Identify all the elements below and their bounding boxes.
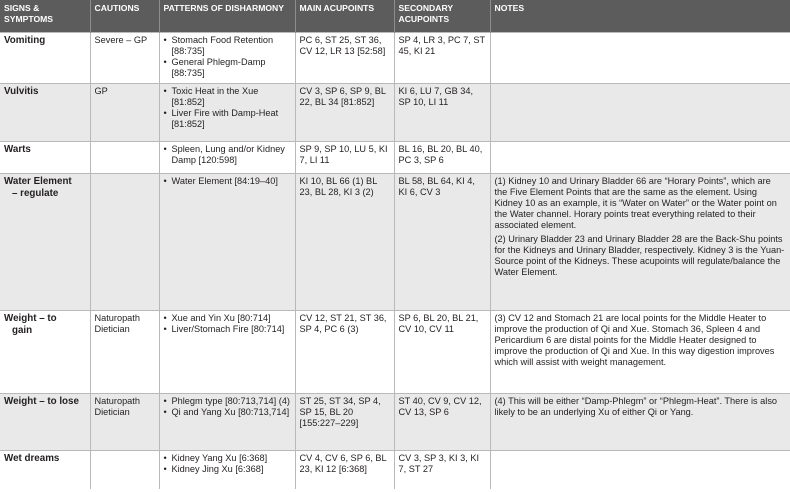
table-body (0, 33, 790, 489)
pattern-item: • General Phlegm-Damp [88:735] (164, 57, 291, 79)
header-secondary-acupoints: SECONDARY ACUPOINTS (394, 0, 490, 33)
sign-label: Vomiting (4, 35, 46, 46)
pattern-item: • Liver Fire with Damp-Heat [81:852] (164, 108, 291, 130)
pattern-list (164, 144, 291, 166)
cautions-cell: Severe – GP (90, 33, 159, 84)
header-row (0, 0, 790, 33)
pattern-item: • Qi and Yang Xu [80:713,714] (164, 407, 291, 418)
cautions-cell: Naturopath Dietician (90, 311, 159, 394)
note-paragraph: (3) CV 12 and Stomach 21 are local points for the Middle Heater to improve the production of Qi and Xue. Stomach 36, Spleen 4 and Pericardium 6 are distal points for the Middle Heater designed to improve the production of Qi and Xue. In this way digestion improves which will assist with weight management. (494, 313, 775, 367)
table-row (0, 33, 790, 84)
sign-label: Wet dreams (4, 453, 60, 464)
sign-label-cont: – regulate (12, 188, 59, 199)
sign-label: Weight – to lose (4, 396, 79, 407)
cautions-cell: Naturopath Dietician (90, 394, 159, 451)
notes-cell (490, 142, 790, 174)
notes-cell (490, 311, 790, 394)
header-cautions: CAUTIONS (90, 0, 159, 33)
patterns-cell (159, 394, 295, 451)
table-row (0, 84, 790, 142)
cautions-cell (90, 142, 159, 174)
pattern-list (164, 176, 291, 187)
pattern-list (164, 313, 291, 335)
main-acupoints-cell: KI 10, BL 66 (1) BL 23, BL 28, KI 3 (2) (295, 174, 394, 311)
notes-cell (490, 394, 790, 451)
table-row (0, 174, 790, 311)
secondary-acupoints-cell: BL 58, BL 64, KI 4, KI 6, CV 3 (394, 174, 490, 311)
pattern-item: • Kidney Jing Xu [6:368] (164, 464, 291, 475)
pattern-item: • Liver/Stomach Fire [80:714] (164, 324, 291, 335)
secondary-acupoints-cell: BL 16, BL 20, BL 40, PC 3, SP 6 (394, 142, 490, 174)
table-header (0, 0, 790, 33)
pattern-list (164, 396, 291, 418)
notes-cell (490, 84, 790, 142)
secondary-acupoints-cell: KI 6, LU 7, GB 34, SP 10, LI 11 (394, 84, 490, 142)
pattern-item: • Toxic Heat in the Xue [81:852] (164, 86, 291, 108)
pattern-list (164, 86, 291, 130)
main-acupoints-cell: ST 25, ST 34, SP 4, SP 15, BL 20 [155:227–229] (295, 394, 394, 451)
table-row (0, 311, 790, 394)
note-paragraph: (2) Urinary Bladder 23 and Urinary Bladder 28 are the Back-Shu points for the Kidneys and Urinary Bladder, respectively. Kidney 3 is the Yuan-Source point of the Kidneys. These acupoints will regulate/balance the Water Element. (494, 234, 785, 277)
note-paragraph: (1) Kidney 10 and Urinary Bladder 66 are “Horary Points”, which are the Five Element Points that are the same as the element. Using Kidney 10 as an example, it is “Water on Water” or the Water point on the Water channel. Horary points treat everything related to their associated element. (494, 176, 777, 230)
header-patterns-of-disharmony: PATTERNS OF DISHARMONY (159, 0, 295, 33)
sign-label: Vulvitis (4, 86, 39, 97)
patterns-cell (159, 451, 295, 489)
pattern-list (164, 35, 291, 79)
table-row (0, 394, 790, 451)
cautions-cell: GP (90, 84, 159, 142)
notes-cell (490, 33, 790, 84)
secondary-acupoints-cell: SP 6, BL 20, BL 21, CV 10, CV 11 (394, 311, 490, 394)
pattern-item: • Kidney Yang Xu [6:368] (164, 453, 291, 464)
main-acupoints-cell: CV 12, ST 21, ST 36, SP 4, PC 6 (3) (295, 311, 394, 394)
sign-label: Warts (4, 144, 31, 155)
header-notes: NOTES (490, 0, 790, 33)
patterns-cell (159, 174, 295, 311)
cautions-cell (90, 174, 159, 311)
sign-cell (0, 142, 90, 174)
header-main-acupoints: MAIN ACUPOINTS (295, 0, 394, 33)
patterns-cell (159, 84, 295, 142)
patterns-cell (159, 33, 295, 84)
table-row (0, 142, 790, 174)
sign-cell (0, 84, 90, 142)
main-acupoints-cell: SP 9, SP 10, LU 5, KI 7, LI 11 (295, 142, 394, 174)
pattern-item: • Phlegm type [80:713,714] (4) (164, 396, 291, 407)
note-paragraph: (4) This will be either “Damp-Phlegm” or “Phlegm-Heat”. There is also likely to be an underlying Xu of either Qi or Yang. (494, 396, 778, 417)
sign-cell (0, 451, 90, 489)
main-acupoints-cell: PC 6, ST 25, ST 36, CV 12, LR 13 [52:58] (295, 33, 394, 84)
pattern-item: • Xue and Yin Xu [80:714] (164, 313, 291, 324)
sign-label-cont: gain (12, 325, 33, 336)
notes-cell (490, 451, 790, 489)
pattern-item: • Water Element [84:19–40] (164, 176, 291, 187)
patterns-cell (159, 311, 295, 394)
pattern-item: • Spleen, Lung and/or Kidney Damp [120:598] (164, 144, 291, 166)
pattern-item: • Stomach Food Retention [88:735] (164, 35, 291, 57)
notes-cell (490, 174, 790, 311)
secondary-acupoints-cell: ST 40, CV 9, CV 12, CV 13, SP 6 (394, 394, 490, 451)
secondary-acupoints-cell: CV 3, SP 3, KI 3, KI 7, ST 27 (394, 451, 490, 489)
cautions-cell (90, 451, 159, 489)
main-acupoints-cell: CV 3, SP 6, SP 9, BL 22, BL 34 [81:852] (295, 84, 394, 142)
header-signs-symptoms: SIGNS & SYMPTOMS (0, 0, 90, 33)
sign-label: Water Element (4, 176, 72, 187)
sign-cell (0, 311, 90, 394)
sign-label: Weight – to (4, 313, 57, 324)
secondary-acupoints-cell: SP 4, LR 3, PC 7, ST 45, KI 21 (394, 33, 490, 84)
table-row (0, 451, 790, 489)
sign-cell (0, 174, 90, 311)
sign-cell (0, 394, 90, 451)
sign-cell (0, 33, 90, 84)
patterns-cell (159, 142, 295, 174)
pattern-list (164, 453, 291, 475)
main-acupoints-cell: CV 4, CV 6, SP 6, BL 23, KI 12 [6:368] (295, 451, 394, 489)
